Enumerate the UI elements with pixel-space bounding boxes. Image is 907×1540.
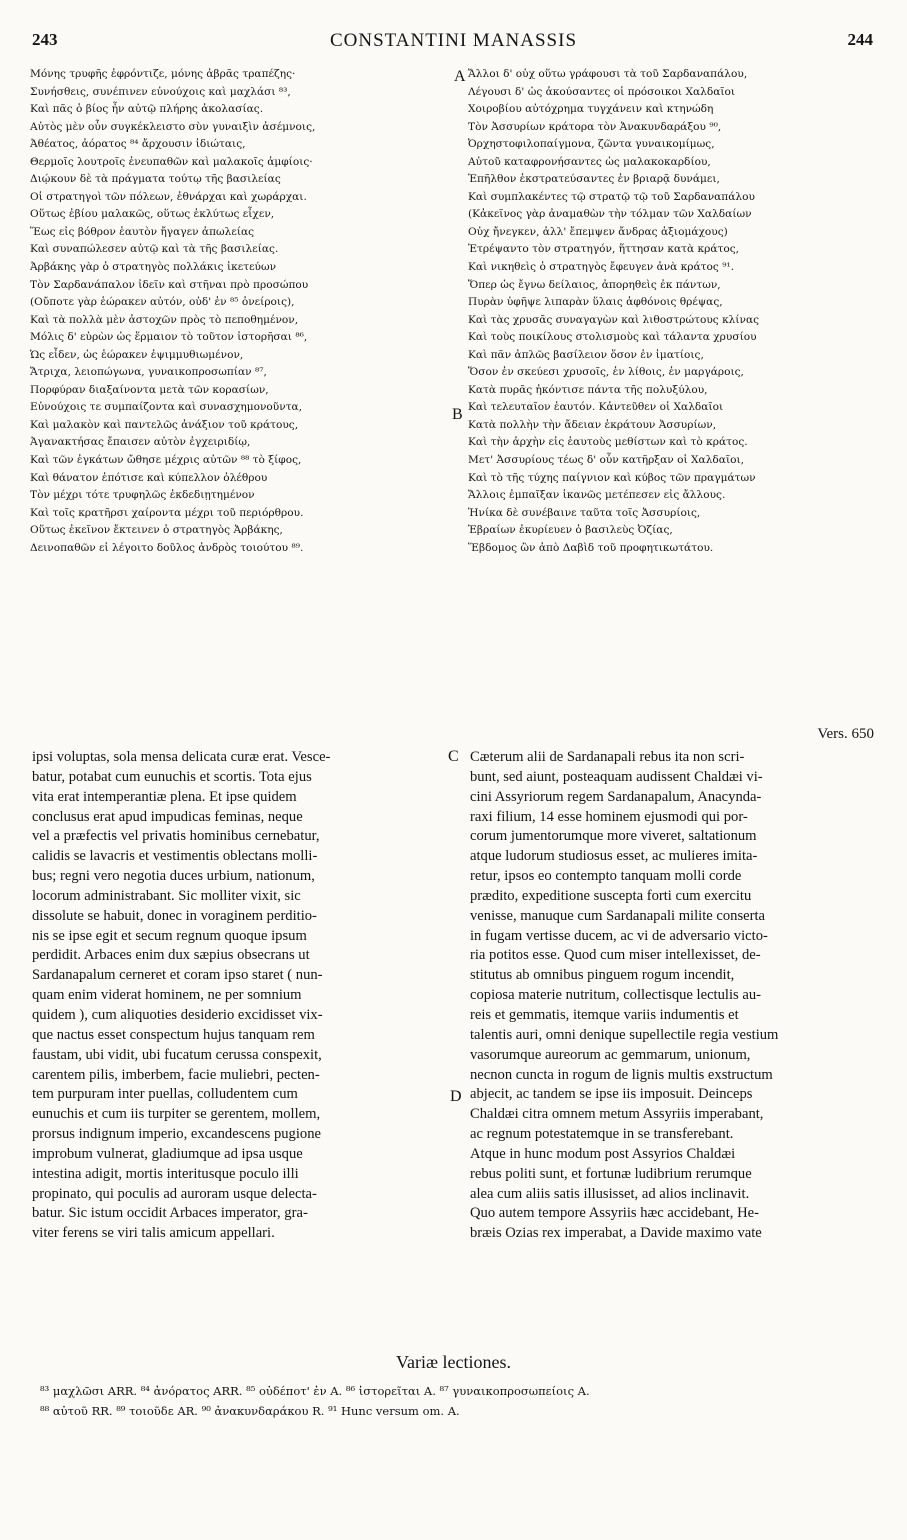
latin-text-line: retur, ipsos eo contempto tanquam molli corde <box>470 868 742 885</box>
latin-text-line: Atque in hunc modum post Assyrios Chaldæi <box>470 1145 736 1162</box>
greek-verse-line: Διῴκουν δὲ τὰ πράγματα τούτῳ τῆς βασιλείας <box>30 173 281 186</box>
latin-text-line: calidis se lavacris et vestimentis oblectans molli- <box>32 848 318 865</box>
latin-text-line: necnon cuncta in rogum de lignis multis exstructum <box>470 1066 773 1083</box>
greek-verse-line: Μόλις δ' εὑρὼν ὡς ἕρμαιον τὸ τοῦτον ἱστορῆσαι ⁸⁶, <box>30 331 308 344</box>
latin-text-line: tem purpuram inter puellas, colludentem cum <box>32 1086 298 1103</box>
greek-verse-line: Καὶ τοῖς κρατῆρσι χαίροντα μέχρι τοῦ περιόρθρου. <box>30 506 304 519</box>
greek-verse-line: (Οὔποτε γὰρ ἑώρακεν αὐτόν, οὐδ' ἐν ⁸⁵ ὀνείροις), <box>30 296 295 309</box>
latin-text-line: venisse, manuque cum Sardanapali milite conserta <box>470 907 766 924</box>
greek-verse-line: Καὶ μαλακὸν καὶ παντελῶς ἀνάξιον τοῦ κράτους, <box>30 418 299 431</box>
greek-verse-line: Καὶ συμπλακέντες τῷ στρατῷ τῷ τοῦ Σαρδαναπάλου <box>468 190 755 203</box>
latin-text-line: copiosa materie nutritum, collectisque lectulis au- <box>470 987 761 1004</box>
greek-verse-line: Καὶ τὴν ἀρχὴν εἰς ἑαυτοὺς μεθίστων καὶ τὸ κράτος. <box>468 436 748 449</box>
greek-verse-line: Καὶ τὸ τῆς τύχης παίγνιον καὶ κύβος τῶν πραγμάτων <box>468 471 756 484</box>
latin-column-right <box>470 748 878 1244</box>
latin-text-line: bus; regni vero negotia duces urbium, nationum, <box>32 868 315 885</box>
latin-text-line: raxi filium, 14 esse hominem ejusmodi qui por- <box>470 808 748 825</box>
greek-verse-line: Συνήσθεις, συνέπινεν εὐνούχοις καὶ μαχλάσι ⁸³, <box>30 85 291 98</box>
page-number-right: 244 <box>847 30 873 49</box>
margin-marker-b: B <box>452 406 463 423</box>
running-title: CONSTANTINI MANASSIS <box>329 30 578 51</box>
latin-text-line: dissolute se habuit, donec in voraginem perditio- <box>32 907 317 924</box>
latin-text-line: in fugam vertisse ducem, ac vi de adversario victo- <box>470 927 768 944</box>
latin-text-line: ipsi voluptas, sola mensa delicata curæ erat. Vesce- <box>32 749 331 765</box>
greek-verse-line: Καὶ τελευταῖον ἑαυτόν. Κἀντεῦθεν οἱ Χαλδαῖοι <box>468 401 724 414</box>
latin-text-line: prorsus indignum imperio, excandescens pugione <box>32 1126 321 1143</box>
greek-verse-line: Ἐπῆλθον ἐκστρατεύσαντες ἐν βριαρᾷ δυνάμει, <box>468 173 720 186</box>
latin-text-line: atque ludorum studiosus esset, ac mulieres imita- <box>470 848 758 865</box>
latin-text-line: prædito, expeditione suscepta forti cum exercitu <box>470 887 752 904</box>
latin-text-line: ria potitos esse. Quod cum miser intellexisset, de- <box>470 947 761 964</box>
variae-lectiones-heading: Variæ lectiones. <box>396 1352 511 1372</box>
latin-text-line: bunt, sed aiunt, posteaquam audissent Chaldæi vi- <box>470 768 763 785</box>
latin-text-line: Sardanapalum cerneret et coram ipso staret ( nun- <box>32 967 323 984</box>
greek-verse-line: Εὐνούχοις τε συμπαίζοντα καὶ συνασχημονοῦντα, <box>30 401 303 414</box>
variae-lectiones-line: ⁸⁸ αὐτοῦ RR. ⁸⁹ τοιοῦδε AR. ⁹⁰ ἀνακυνδαράκου R. ⁹¹ Hunc versum om. A. <box>40 1404 460 1418</box>
greek-verse-line: Χοιροβίου αὐτόχρημα τυγχάνειν καὶ κτηνώδη <box>468 103 714 116</box>
latin-text-line: improbum vulnerat, gladiumque ad ipsa usque <box>32 1145 303 1162</box>
greek-verse-line: Θερμοῖς λουτροῖς ἐνευπαθῶν καὶ μαλακοῖς ἀμφίοις· <box>30 155 313 168</box>
greek-verse-line: Πυρὰν ὑφῆψε λιπαρὰν ὕλαις ἀφθόνοις θρέψας, <box>468 296 723 309</box>
latin-text-line: Quo autem tempore Assyriis hæc accidebant, He- <box>470 1205 759 1222</box>
variae-lectiones-line: ⁸³ μαχλῶσι ARR. ⁸⁴ ἀνόρατος ARR. ⁸⁵ οὐδέποτ' ἐν A. ⁸⁶ ἱστορεῖται A. ⁸⁷ γυναικοπροσωπείοις A. <box>40 1384 590 1398</box>
greek-verse-line: Κατὰ πυρᾶς ἠκόντισε πάντα τῆς πολυξύλου, <box>468 383 708 396</box>
greek-verse-line: Ἕως εἰς βόθρον ἑαυτὸν ἤγαγεν ἀπωλείας <box>30 225 255 238</box>
greek-verse-line: Κατὰ πολλὴν τὴν ἄδειαν ἐκράτουν Ἀσσυρίων, <box>468 418 717 431</box>
latin-text-line: corum jumentorumque more viveret, saltationum <box>470 828 757 845</box>
greek-verse-line: Καὶ τὰς χρυσᾶς συναγαγὼν καὶ λιθοστρώτους κλίνας <box>468 313 760 326</box>
latin-text-line: reis et gemmatis, itemque variis indumentis et <box>470 1006 739 1023</box>
latin-text-line: perdidit. Arbaces enim dux sæpius obsecrans ut <box>32 947 310 964</box>
latin-text-line: intestina adigit, mortis interitusque poculo illi <box>32 1165 299 1182</box>
greek-verse-line: Ὅπερ ὡς ἔγνω δείλαιος, ἀπορηθεὶς ἐκ πάντων, <box>468 278 721 291</box>
greek-verse-line: Οὕτως ἐβίου μαλακῶς, οὕτως ἐκλύτως εἶχεν, <box>30 208 275 221</box>
latin-text-line: rebus politi sunt, et fortunæ ludibrium rerumque <box>470 1165 752 1182</box>
latin-text-line: vasorumque aureorum ac gemmarum, unionum, <box>470 1046 751 1063</box>
latin-text-line: propinato, qui poculis ad auroram usque delecta- <box>32 1185 317 1202</box>
greek-verse-line: Οἱ στρατηγοὶ τῶν πόλεων, ἐθνάρχαι καὶ χωράρχαι. <box>30 190 307 203</box>
greek-verse-line: Ἄτριχα, λειοπώγωνα, γυναικοπροσωπίαν ⁸⁷, <box>30 366 267 379</box>
greek-verse-line: Ἀγανακτήσας ἔπαισεν αὐτὸν ἐγχειριδίῳ, <box>30 436 251 449</box>
greek-verse-line: (Κἀκεῖνος γὰρ ἀναμαθὼν τὴν τόλμαν τῶν Χαλδαίων <box>468 208 752 221</box>
greek-verse-line: Ἀθέατος, ἀόρατος ⁸⁴ ἄρχουσιν ἰδιώταις, <box>30 138 246 151</box>
greek-verse-line: Αὐτοῦ καταφρονήσαντες ὡς μαλακοκαρδίου, <box>468 155 711 168</box>
latin-text-line: ac regnum potestatemque in se transferebant. <box>470 1126 734 1143</box>
page-header <box>30 30 877 56</box>
greek-verse-line: Τὸν μέχρι τότε τρυφηλῶς ἐκδεδιῃτημένον <box>30 489 255 502</box>
latin-text-line: viter ferens se viri talis amicum appellari. <box>32 1225 275 1242</box>
latin-text-line: alea cum aliis satis illusisset, ad alios inclinavit. <box>470 1185 750 1202</box>
greek-verse-line: Ὅσον ἐν σκεύεσι χρυσοῖς, ἐν λίθοις, ἐν μαργάροις, <box>468 366 744 379</box>
latin-text-line: Chaldæi citra omnem metum Assyriis imperabant, <box>470 1106 764 1123</box>
margin-marker-d: D <box>450 1088 462 1105</box>
latin-text-line: stitutus ab omnibus pinguem rogum incendit, <box>470 967 735 984</box>
greek-verse-line: Καὶ πᾶν ἁπλῶς βασίλειον ὅσον ἐν ἱματίοις, <box>468 348 704 361</box>
latin-text-line: vel a præfectis vel privatis hominibus cernebatur, <box>32 828 320 845</box>
latin-text-line: talentis auri, omni denique supellectile regia vestium <box>470 1026 779 1043</box>
latin-text-line: carentem pilis, imberbem, facie muliebri, pecten- <box>32 1066 320 1083</box>
latin-text-line: eunuchis et cum iis turpiter se gerentem, mollem, <box>32 1106 321 1123</box>
greek-verse-line: Ὡς εἶδεν, ὡς ἑώρακεν ἐψιμμυθιωμένον, <box>30 348 244 361</box>
latin-text-line: cini Assyriorum regem Sardanapalum, Anacynda- <box>470 788 762 805</box>
greek-verse-line: Πορφύραν διαξαίνοντα μετὰ τῶν κορασίων, <box>30 383 269 396</box>
greek-verse-line: Καὶ τοὺς ποικίλους στολισμοὺς καὶ τάλαντα χρυσίου <box>468 331 757 344</box>
greek-verse-line: Καὶ θάνατον ἐπότισε καὶ κύπελλον ὀλέθρου <box>30 471 268 484</box>
greek-verse-line: Δεινοπαθῶν εἰ λέγοιτο δοῦλος ἀνδρὸς τοιούτου ⁸⁹. <box>30 541 304 554</box>
greek-verse-line: Καὶ νικηθεὶς ὁ στρατηγὸς ἔφευγεν ἀνὰ κράτος ⁹¹. <box>468 261 735 274</box>
latin-text-line: faustam, ubi vidit, ubi fucatum cerussa conspexit, <box>32 1046 322 1063</box>
latin-text-line: bræis Ozias rex imperabat, a Davide maximo vate <box>470 1225 762 1242</box>
greek-verse-line: Μόνης τρυφῆς ἐφρόντιζε, μόνης ἁβρᾶς τραπέζης· <box>30 68 296 80</box>
greek-verse-line: Ἕβδομος ὢν ἀπὸ Δαβὶδ τοῦ προφητικωτάτου. <box>468 541 714 554</box>
greek-verse-line: Μετ' Ἀσσυρίους τέως δ' οὖν κατῆρξαν οἱ Χαλδαῖοι, <box>468 454 745 467</box>
greek-verse-line: Καὶ συναπώλεσεν αὐτῷ καὶ τὰ τῆς βασιλείας. <box>30 243 279 256</box>
greek-verse-line: Ἑβραίων ἐκυρίευεν ὁ βασιλεὺς Ὀζίας, <box>468 524 673 537</box>
latin-text-line: quam enim viderat hominem, ne per somnium <box>32 987 302 1004</box>
latin-text-line: quidem ), cum aliquoties desiderio excidisset vix- <box>32 1006 323 1023</box>
latin-text-line: Cæterum alii de Sardanapali rebus ita non scri- <box>470 749 745 765</box>
margin-marker-c: C <box>448 748 459 765</box>
verse-reference: Vers. 650 <box>817 726 874 742</box>
greek-verse-line: Ἡνίκα δὲ συνέβαινε ταῦτα τοῖς Ἀσσυρίοις, <box>468 506 701 519</box>
greek-verse-line: Λέγουσι δ' ὡς ἀκούσαντες οἱ πρόσοικοι Χαλδαῖοι <box>468 85 736 98</box>
latin-column-left <box>32 748 444 1244</box>
page-number-left: 243 <box>32 30 58 49</box>
latin-text-line: que nactus esset conspectum hujus tanquam rem <box>32 1026 315 1043</box>
greek-verse-line: Οὕτως ἐκεῖνον ἔκτεινεν ὁ στρατηγὸς Ἀρβάκης, <box>30 524 283 537</box>
latin-text-line: nis se ipse egit et secum regnum quoque ipsum <box>32 927 307 944</box>
greek-verse-line: Ἄλλοις ἐμπαῖξαν ἱκανῶς μετέπεσεν εἰς ἄλλους. <box>468 489 726 502</box>
latin-text-line: locorum administrabant. Sic molliter vixit, sic <box>32 887 301 904</box>
greek-column-left <box>30 66 454 557</box>
greek-verse-line: Καὶ πᾶς ὁ βίος ἦν αὐτῷ πλήρης ἀκολασίας. <box>30 103 264 116</box>
latin-text-line: vita erat intemperantiæ plena. Et ipse quidem <box>32 788 297 805</box>
greek-verse-line: Ἄλλοι δ' οὐχ οὕτω γράφουσι τὰ τοῦ Σαρδαναπάλου, <box>468 68 748 80</box>
greek-verse-line: Ἀρβάκης γὰρ ὁ στρατηγὸς πολλάκις ἱκετεύων <box>30 261 277 274</box>
greek-verse-line: Τὸν Ἀσσυρίων κράτορα τὸν Ἀνακυνδαράξου ⁹⁰, <box>468 120 722 133</box>
greek-verse-line: Ὀρχηστοφιλοπαίγμονα, ζῶντα γυναικομίμως, <box>468 138 715 151</box>
greek-verse-line: Ἐτρέψαντο τὸν στρατηγόν, ἥττησαν κατὰ κράτος, <box>468 243 740 256</box>
greek-verse-line: Καὶ τῶν ἐγκάτων ὤθησε μέχρις αὐτῶν ⁸⁸ τὸ ξίφος, <box>30 454 302 467</box>
latin-text-line: abjecit, ac tandem se ipse iis imposuit. Deinceps <box>470 1086 753 1103</box>
greek-verse-line: Αὐτὸς μὲν οὖν συγκέκλειστο σὺν γυναιξὶν ἀσέμνοις, <box>30 120 316 133</box>
greek-verse-line: Τὸν Σαρδανάπαλον ἰδεῖν καὶ στῆναι πρὸ προσώπου <box>30 278 309 291</box>
latin-text-line: conclusus erat apud impudicas feminas, neque <box>32 808 303 825</box>
latin-text-line: batur, potabat cum eunuchis et scortis. Tota ejus <box>32 768 312 785</box>
margin-marker-a: A <box>454 68 466 85</box>
latin-text-line: batur. Sic istum occidit Arbaces imperator, gra- <box>32 1205 308 1222</box>
greek-verse-line: Οὐχ ἤνεγκεν, ἀλλ' ἔπεμψεν ἄνδρας ἀξιομάχους) <box>468 225 728 238</box>
greek-column-right <box>468 66 880 557</box>
greek-verse-line: Καὶ τὰ πολλὰ μὲν ἀστοχῶν πρὸς τὸ πεποθημένον, <box>30 313 299 326</box>
